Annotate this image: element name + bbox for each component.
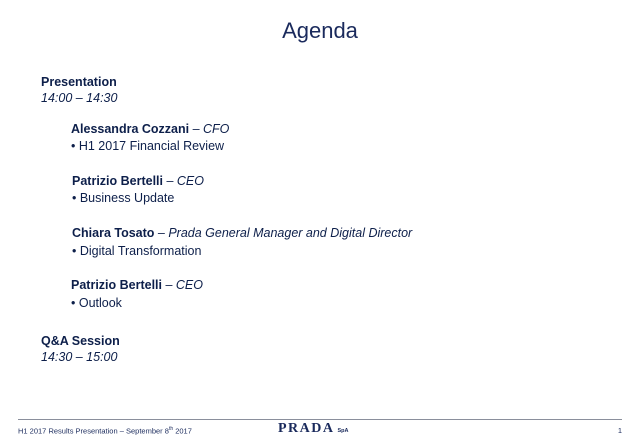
footer-caption-main: H1 2017 Results Presentation – September 8 <box>18 426 169 436</box>
qa-heading: Q&A Session <box>41 334 120 348</box>
speaker-topic: • Business Update <box>72 191 175 205</box>
footer-caption-sup: th <box>168 426 174 432</box>
speaker-line <box>72 174 204 188</box>
logo-suffix: SpA <box>337 428 349 434</box>
slide-title: Agenda <box>282 18 358 43</box>
speaker-role: Prada General Manager and Digital Director <box>168 226 413 240</box>
qa-time: 14:30 – 15:00 <box>41 350 118 364</box>
presentation-time: 14:00 – 14:30 <box>41 91 118 105</box>
speaker-role: CEO <box>175 278 203 292</box>
prada-logo <box>278 421 349 437</box>
speaker-separator: – <box>189 122 203 136</box>
speaker-line <box>71 278 203 292</box>
speaker-name: Chiara Tosato <box>72 226 155 240</box>
presentation-heading: Presentation <box>41 75 117 89</box>
footer-caption-year: 2017 <box>173 426 192 436</box>
speaker-line <box>71 122 229 136</box>
speaker-separator: – <box>162 278 176 292</box>
speaker-role: CEO <box>176 174 204 188</box>
footer-caption <box>18 426 192 436</box>
speaker-name: Patrizio Bertelli <box>71 278 162 292</box>
speaker-topic: • H1 2017 Financial Review <box>71 139 225 153</box>
speaker-role: CFO <box>203 122 230 136</box>
logo-text: PRADA <box>278 421 335 436</box>
speaker-separator: – <box>163 174 177 188</box>
footer-divider <box>18 419 622 420</box>
page-number: 1 <box>617 426 622 435</box>
speaker-name: Patrizio Bertelli <box>72 174 163 188</box>
speaker-line <box>72 226 412 240</box>
speaker-name: Alessandra Cozzani <box>71 122 190 136</box>
speaker-topic: • Digital Transformation <box>72 244 202 258</box>
speaker-topic: • Outlook <box>71 296 122 310</box>
speaker-separator: – <box>154 226 169 240</box>
